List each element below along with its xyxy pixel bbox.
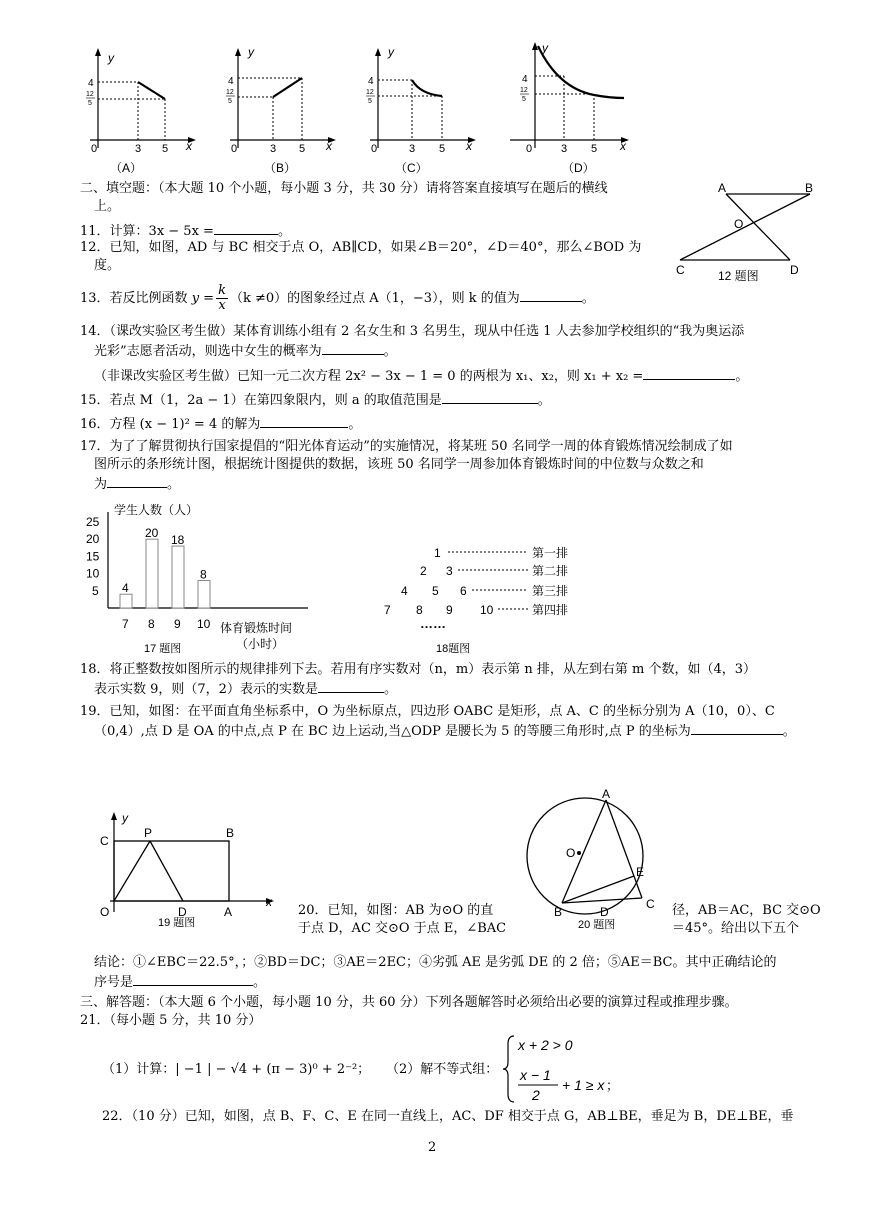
svg-text:5: 5 <box>591 143 598 155</box>
question-12: 12．已知，如图，AD 与 BC 相交于点 O，AB∥CD，如果∠B＝20°，∠D＝40°，那么∠BOD 为 <box>80 240 642 255</box>
graph-b <box>226 45 336 175</box>
svg-text:4: 4 <box>522 74 528 85</box>
bar-chart-17 <box>80 498 320 660</box>
svg-text:x + 2 > 0: x + 2 > 0 <box>518 1037 573 1053</box>
svg-text:A: A <box>602 787 611 801</box>
chart-caption: 17 题图 <box>144 643 182 655</box>
svg-text:0: 0 <box>526 143 533 155</box>
bar <box>172 546 184 608</box>
section-2-heading-cont: 上。 <box>94 199 121 214</box>
graph-b-label: （B） <box>264 161 297 175</box>
svg-text:8: 8 <box>416 603 423 617</box>
svg-text:y: y <box>122 811 128 825</box>
y-tick-label: 25 <box>86 515 100 529</box>
answer-blank-19 <box>691 721 783 735</box>
question-14-line1: 14．（课改实验区考生做）某体育训练小组有 2 名女生和 3 名男生，现从中任选 1 人去参加学校组织的“我为奥运添 <box>80 324 745 339</box>
svg-text:；: ； <box>606 1078 620 1093</box>
figure-20-caption: 20 题图 <box>578 919 616 931</box>
y-axis-label: 学生人数（人） <box>114 503 199 517</box>
figure-20 <box>516 786 666 936</box>
question-18-line2: 表示实数 9，则（7，2）表示的实数是 。 <box>94 679 397 699</box>
question-21-part1: （1）计算：| −1 | − √4 + (π − 3)⁰ + 2⁻²； <box>102 1062 371 1077</box>
answer-blank-18 <box>318 679 384 693</box>
question-22: 22．（10 分）已知，如图，点 B、F、C、E 在同一直线上，AC、DF 相交于点 G，AB⊥BE，垂足为 B，DE⊥BE，垂 <box>102 1109 794 1124</box>
svg-text:x: x <box>466 139 472 153</box>
svg-text:4: 4 <box>228 76 234 87</box>
question-16: 16．方程 (x − 1)² = 4 的解为 。 <box>80 414 361 434</box>
figure-19-caption: 19 题图 <box>158 917 196 929</box>
bar-value-label: 18 <box>171 533 185 548</box>
question-11: 11．计算：3x − 5x = 。 <box>80 221 291 241</box>
svg-text:y: y <box>248 45 254 59</box>
x-tick-label: 7 <box>122 617 129 631</box>
svg-text:E: E <box>636 865 645 879</box>
section-2-heading: 二、填空题：（本大题 10 个小题，每小题 3 分，共 30 分）请将答案直接填写在题后的横线 <box>80 181 608 196</box>
y-tick-label: 5 <box>92 583 99 598</box>
svg-text:4: 4 <box>88 78 94 89</box>
answer-blank-14b <box>643 366 735 380</box>
svg-text:5: 5 <box>162 143 169 155</box>
svg-text:+ 1 ≥ x: + 1 ≥ x <box>562 1077 605 1093</box>
svg-text:O: O <box>100 905 110 919</box>
row-label-3: 第三排 <box>532 584 569 598</box>
question-20-right: 径，AB＝AC，BC 交⊙O ＝45°。给出以下五个 <box>672 903 821 936</box>
answer-blank-16 <box>260 414 348 428</box>
option-graphs <box>80 38 640 178</box>
svg-text:5: 5 <box>439 143 446 155</box>
svg-text:3: 3 <box>135 143 142 155</box>
y-tick-label: 10 <box>86 566 100 581</box>
graph-a <box>86 48 196 175</box>
svg-text:0: 0 <box>371 143 378 155</box>
svg-text:12: 12 <box>86 91 94 98</box>
figure-19 <box>90 806 290 932</box>
svg-text:O: O <box>566 846 576 860</box>
svg-text:2: 2 <box>532 1087 540 1103</box>
svg-text:12: 12 <box>366 89 374 96</box>
question-21-part2: （2）解不等式组： <box>386 1062 499 1077</box>
svg-text:7: 7 <box>384 603 391 617</box>
svg-text:D: D <box>178 905 187 919</box>
figure-12 <box>668 180 823 290</box>
answer-blank-11 <box>214 221 278 235</box>
svg-text:y: y <box>388 45 394 59</box>
row-label-4: 第四排 <box>532 603 569 617</box>
svg-text:D: D <box>790 263 799 277</box>
svg-text:B: B <box>226 826 235 840</box>
svg-text:P: P <box>144 826 153 840</box>
bar-value-label: 8 <box>200 567 207 582</box>
svg-text:A: A <box>718 181 727 195</box>
y-tick-label: 15 <box>86 549 100 564</box>
question-14-line3: （非课改实验区考生做）已知一元二次方程 2x² − 3x − 1 = 0 的两根为 x₁、x₂，则 x₁ + x₂ = 。 <box>94 366 748 386</box>
question-20-line4: 序号是 。 <box>94 972 266 992</box>
question-13: 13．若反比例函数 y = $\frac{k}{x}$ （k ≠0）的图象经过点 A（1，−3），则 k 的值为 。 <box>80 283 595 313</box>
answer-blank-20 <box>133 972 253 986</box>
svg-text:3: 3 <box>446 564 453 578</box>
question-18-line1: 18．将正整数按如图所示的规律排列下去。若用有序实数对（n，m）表示第 n 排，从左到右第 m 个数，如（4，3） <box>80 662 757 677</box>
svg-text:x: x <box>186 139 192 153</box>
svg-text:C: C <box>646 897 655 911</box>
svg-text:x: x <box>326 139 332 153</box>
svg-text:……: …… <box>420 616 446 631</box>
question-12-cont: 度。 <box>94 258 121 273</box>
svg-text:12: 12 <box>520 87 528 94</box>
svg-text:A: A <box>224 905 233 919</box>
figure-12-caption: 12 题图 <box>718 269 759 283</box>
svg-text:3: 3 <box>270 143 277 155</box>
svg-text:B: B <box>805 181 814 195</box>
question-20-left: 20．已知，如图：AB 为⊙O 的直 于点 D，AC 交⊙O 于点 E，∠BAC <box>298 903 507 936</box>
question-15: 15．若点 M（1，2a − 1）在第四象限内，则 a 的取值范围是 。 <box>80 390 551 410</box>
question-17-line3: 为 。 <box>94 474 180 494</box>
svg-text:5: 5 <box>228 98 232 105</box>
svg-text:3: 3 <box>561 143 568 155</box>
svg-text:y: y <box>542 41 548 55</box>
graph-c-label: （C） <box>395 161 428 175</box>
answer-blank-14a <box>322 341 384 355</box>
svg-text:10: 10 <box>480 603 494 617</box>
svg-text:4: 4 <box>401 584 408 598</box>
svg-text:12: 12 <box>226 89 234 96</box>
question-17-line1: 17．为了了解贯彻执行国家提倡的“阳光体育运动”的实施情况，将某班 50 名同学一周的体育锻炼情况绘制成了如 <box>80 439 733 454</box>
svg-text:O: O <box>734 217 744 231</box>
question-19-line2: （0,4）,点 D 是 OA 的中点,点 P 在 BC 边上运动,当△ODP 是腰长为 5 的等腰三角形时,点 P 的坐标为 。 <box>94 721 796 741</box>
svg-text:x − 1: x − 1 <box>520 1067 551 1083</box>
svg-text:D: D <box>600 905 609 919</box>
svg-text:x: x <box>266 895 272 909</box>
inequality-system <box>500 1032 620 1106</box>
bar-value-label: 20 <box>145 526 159 541</box>
graph-d <box>510 41 629 175</box>
svg-text:1: 1 <box>434 546 441 560</box>
x-tick-label: 10 <box>197 617 211 631</box>
svg-text:5: 5 <box>522 96 526 103</box>
x-axis-unit: （小时） <box>236 637 285 651</box>
svg-text:5: 5 <box>88 100 92 107</box>
svg-text:0: 0 <box>231 143 238 155</box>
svg-text:9: 9 <box>446 603 453 617</box>
svg-text:5: 5 <box>432 584 439 598</box>
svg-text:x: x <box>620 139 626 153</box>
bar <box>146 539 158 608</box>
bar-value-label: 4 <box>122 581 129 596</box>
svg-text:y: y <box>108 51 114 65</box>
svg-text:0: 0 <box>91 143 98 155</box>
figure-18 <box>374 538 594 656</box>
row-label-1: 第一排 <box>532 546 569 560</box>
svg-text:6: 6 <box>460 584 467 598</box>
svg-text:5: 5 <box>368 98 372 105</box>
page-number: 2 <box>428 1140 437 1155</box>
question-20-line3: 结论：①∠EBC＝22.5°，；②BD＝DC；③AE＝2EC；④劣弧 AE 是劣弧 DE 的 2 倍；⑤AE＝BC。其中正确结论的 <box>94 955 777 970</box>
graph-c <box>366 45 476 175</box>
svg-text:3: 3 <box>409 143 416 155</box>
figure-18-caption: 18题图 <box>436 643 471 655</box>
svg-text:5: 5 <box>299 143 306 155</box>
svg-text:2: 2 <box>420 564 427 578</box>
bar <box>120 594 132 608</box>
question-17-line2: 图所示的条形统计图，根据统计图提供的数据，该班 50 名同学一周参加体育锻炼时间的中位数与众数之和 <box>94 457 704 472</box>
svg-text:C: C <box>676 263 685 277</box>
graph-a-label: （A） <box>110 161 143 175</box>
answer-blank-13 <box>520 288 582 302</box>
graph-d-label: （D） <box>562 161 595 175</box>
svg-text:4: 4 <box>368 76 374 87</box>
answer-blank-17 <box>107 474 167 488</box>
bar <box>198 580 210 608</box>
x-axis-label: 体育锻炼时间 <box>220 621 293 635</box>
x-tick-label: 9 <box>174 617 181 631</box>
svg-text:C: C <box>100 834 109 848</box>
question-19-line1: 19．已知，如图：在平面直角坐标系中，O 为坐标原点，四边形 OABC 是矩形，点 A、C 的坐标分别为 A（10，0）、C <box>80 704 775 719</box>
svg-text:B: B <box>554 905 563 919</box>
question-21-heading: 21．（每小题 5 分，共 10 分） <box>80 1013 262 1028</box>
y-tick-label: 20 <box>86 532 100 547</box>
section-3-heading: 三、解答题：（本大题 6 个小题，每小题 10 分，共 60 分）下列各题解答时必须给出必要的演算过程或推理步骤。 <box>80 995 738 1010</box>
answer-blank-15 <box>442 390 538 404</box>
question-14-line2: 光彩”志愿者活动，则选中女生的概率为 。 <box>94 341 397 361</box>
x-tick-label: 8 <box>148 617 155 631</box>
row-label-2: 第二排 <box>532 564 569 578</box>
